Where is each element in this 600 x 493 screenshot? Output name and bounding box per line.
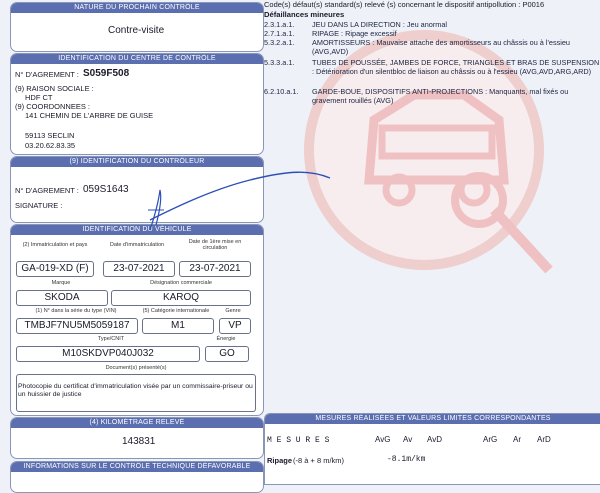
defects-title: Défaillances mineures bbox=[264, 10, 345, 19]
measure-col: Ar bbox=[513, 435, 521, 444]
defect-item bbox=[264, 58, 600, 85]
defect-text: RIPAGE : Ripage excessif bbox=[312, 29, 397, 38]
defect-item bbox=[264, 87, 600, 105]
defect-text: AMORTISSEURS : Mauvaise attache des amortisseurs au châssis ou à l'essieu (AVG,AVD) bbox=[312, 38, 570, 56]
defect-text: JEU DANS LA DIRECTION : Jeu anormal bbox=[312, 20, 448, 29]
center-agrement-label: N° D'AGREMENT : bbox=[15, 70, 79, 79]
vehicle-header: IDENTIFICATION DU VÉHICULE bbox=[11, 225, 263, 235]
center-panel bbox=[10, 53, 264, 155]
defect-item bbox=[264, 38, 600, 56]
defect-item bbox=[264, 29, 600, 38]
center-raison-value: HDF CT bbox=[25, 93, 53, 102]
controller-agrement-value: 059S1643 bbox=[83, 184, 129, 195]
reg-label: (2) Immatriculation et pays bbox=[22, 242, 88, 248]
defect-code: 5.3.2.a.1. bbox=[264, 38, 295, 47]
first-reg-label: Date d'immatriculation bbox=[109, 242, 165, 248]
controller-header: (9) IDENTIFICATION DU CONTRÔLEUR bbox=[11, 157, 263, 167]
next-check-panel bbox=[10, 2, 264, 52]
vehicle-panel bbox=[10, 224, 264, 416]
center-coord-label: (9) COORDONNEES : bbox=[15, 102, 91, 111]
defect-code: 2.3.1.a.1. bbox=[264, 20, 295, 29]
model-value: KAROQ bbox=[111, 290, 251, 306]
center-city: 59113 SECLIN bbox=[25, 131, 75, 140]
measures-label: M E S U R E S bbox=[267, 436, 330, 445]
measure-col: ArG bbox=[483, 435, 498, 444]
mileage-header: (4) KILOMÉTRAGE RELEVÉ bbox=[11, 418, 263, 428]
mileage-panel bbox=[10, 417, 264, 459]
vin-value: TMBJF7NU5M5059187 bbox=[16, 318, 138, 334]
cnit-value: M10SKDVP040J032 bbox=[16, 346, 200, 362]
cat-value: M1 bbox=[142, 318, 214, 334]
energy-label: Énergie bbox=[216, 336, 236, 342]
vin-label: (1) N° dans la série du type (VIN) bbox=[35, 308, 117, 314]
defect-code: 6.2.10.a.1. bbox=[264, 87, 299, 96]
controller-signature-label: SIGNATURE : bbox=[15, 201, 63, 210]
measures-header: MESURES RÉALISÉES ET VALEURS LIMITES CORRESPONDANTES bbox=[265, 414, 600, 424]
reg-value: GA-019-XD (F) bbox=[16, 261, 94, 277]
signature-scribble bbox=[120, 150, 340, 240]
measure-col: ArD bbox=[537, 435, 551, 444]
measures-panel bbox=[264, 413, 600, 485]
model-label: Désignation commerciale bbox=[150, 280, 212, 286]
defect-code: 2.7.1.a.1. bbox=[264, 29, 295, 38]
mileage-value: 143831 bbox=[122, 436, 156, 447]
center-phone: 03.20.62.83.35 bbox=[25, 141, 76, 150]
info-panel bbox=[10, 461, 264, 493]
next-check-value: Contre-visite bbox=[108, 25, 165, 36]
measure-col: AvG bbox=[375, 435, 391, 444]
first-circ-label: Date de 1ère mise en circulation bbox=[188, 239, 242, 251]
docs-value: Photocopie du certificat d'immatriculation visée par un commissaire-priseur ou un huissier de justice bbox=[18, 383, 253, 398]
measure-col: AvD bbox=[427, 435, 442, 444]
info-header: INFORMATIONS SUR LE CONTRÔLE TECHNIQUE DÉFAVORABLE bbox=[11, 462, 263, 472]
defect-item bbox=[264, 20, 600, 29]
center-header: IDENTIFICATION DU CENTRE DE CONTRÔLE bbox=[11, 54, 263, 64]
ripage-limit: (-8 à + 8 m/km) bbox=[293, 456, 345, 465]
cat-label: (5) Catégorie internationale bbox=[142, 308, 210, 314]
defect-text: GARDE-BOUE, DISPOSITIFS ANTI-PROJECTIONS : Manquants, mal fixés ou gravement rouillés (AVG) bbox=[312, 87, 569, 105]
defect-code: 5.3.3.a.1. bbox=[264, 58, 295, 67]
ripage-value: -8.1m/km bbox=[387, 455, 426, 464]
defect-text: TUBES DE POUSSÉE, JAMBES DE FORCE, TRIANGLES ET BRAS DE SUSPENSION : Détérioration d'un silentbloc de liaison au châssis ou à l'essieu (AVG,AVD,ARG,ARD) bbox=[312, 58, 600, 76]
next-check-header: NATURE DU PROCHAIN CONTRÔLE bbox=[11, 3, 263, 13]
brand-label: Marque bbox=[51, 280, 71, 286]
measure-col: Av bbox=[403, 435, 413, 444]
first-reg-value: 23-07-2021 bbox=[103, 261, 175, 277]
docs-label: Document(s) présenté(s) bbox=[105, 365, 167, 371]
genre-label: Genre bbox=[225, 308, 241, 314]
cnit-label: Type/CNIT bbox=[97, 336, 125, 342]
center-agrement-value: S059F508 bbox=[83, 68, 130, 79]
genre-value: VP bbox=[219, 318, 251, 334]
brand-value: SKODA bbox=[16, 290, 108, 306]
ripage-label: Ripage bbox=[267, 456, 293, 465]
defects-intro: Code(s) défaut(s) standard(s) relevé (s) concernant le dispositif antipollution : P0016 bbox=[264, 0, 545, 9]
center-raison-label: (9) RAISON SOCIALE : bbox=[15, 84, 94, 93]
energy-value: GO bbox=[205, 346, 249, 362]
center-address: 141 CHEMIN DE L'ARBRE DE GUISE bbox=[25, 111, 154, 120]
controller-agrement-label: N° D'AGREMENT : bbox=[15, 186, 79, 195]
first-circ-value: 23-07-2021 bbox=[179, 261, 251, 277]
